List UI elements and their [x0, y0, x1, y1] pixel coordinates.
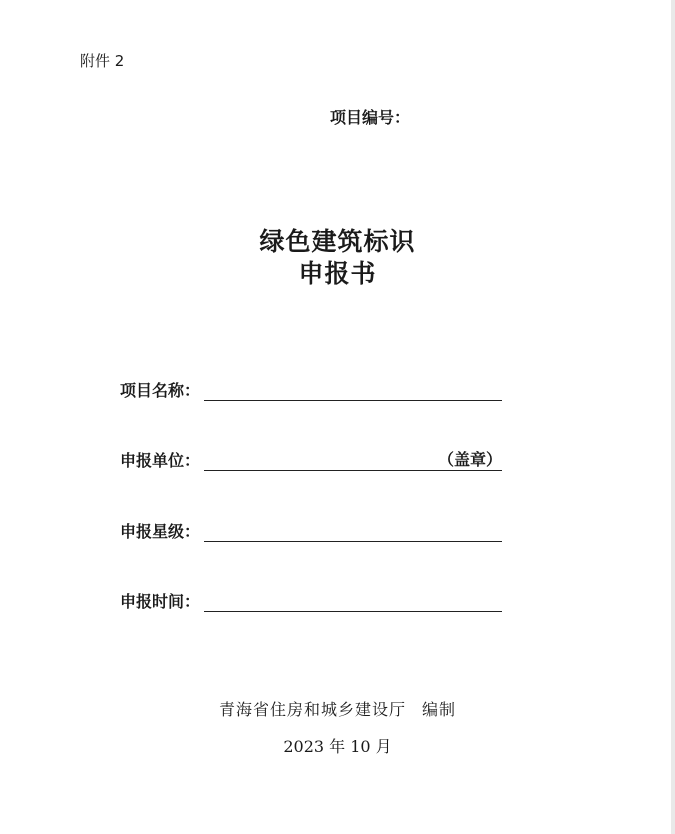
compile-date: 2023 年 10 月	[283, 737, 392, 756]
applicant-unit-field	[120, 445, 502, 471]
application-date-blank-line	[204, 591, 502, 612]
project-name-blank-line	[204, 380, 502, 401]
project-name-field	[120, 375, 502, 401]
application-date-field	[120, 586, 502, 612]
document-title-line2: 申报书	[298, 259, 377, 288]
project-number-label: 项目编号：	[330, 108, 411, 127]
applicant-unit-blank-line	[204, 450, 502, 471]
publisher-org: 青海省住房和城乡建设厅	[218, 700, 406, 719]
star-level-blank-line	[204, 521, 502, 542]
applicant-unit-label: 申报单位：	[120, 451, 201, 470]
application-date-label: 申报时间：	[120, 592, 201, 611]
publisher-role: 编制	[422, 700, 457, 719]
attachment-label: 附件 2	[80, 52, 125, 70]
star-level-label: 申报星级：	[120, 522, 201, 541]
project-name-label: 项目名称：	[120, 381, 201, 400]
publisher	[0, 697, 675, 720]
document-title-line1: 绿色建筑标识	[259, 227, 416, 256]
seal-note: （盖章）	[438, 450, 503, 469]
star-level-field	[120, 516, 502, 542]
